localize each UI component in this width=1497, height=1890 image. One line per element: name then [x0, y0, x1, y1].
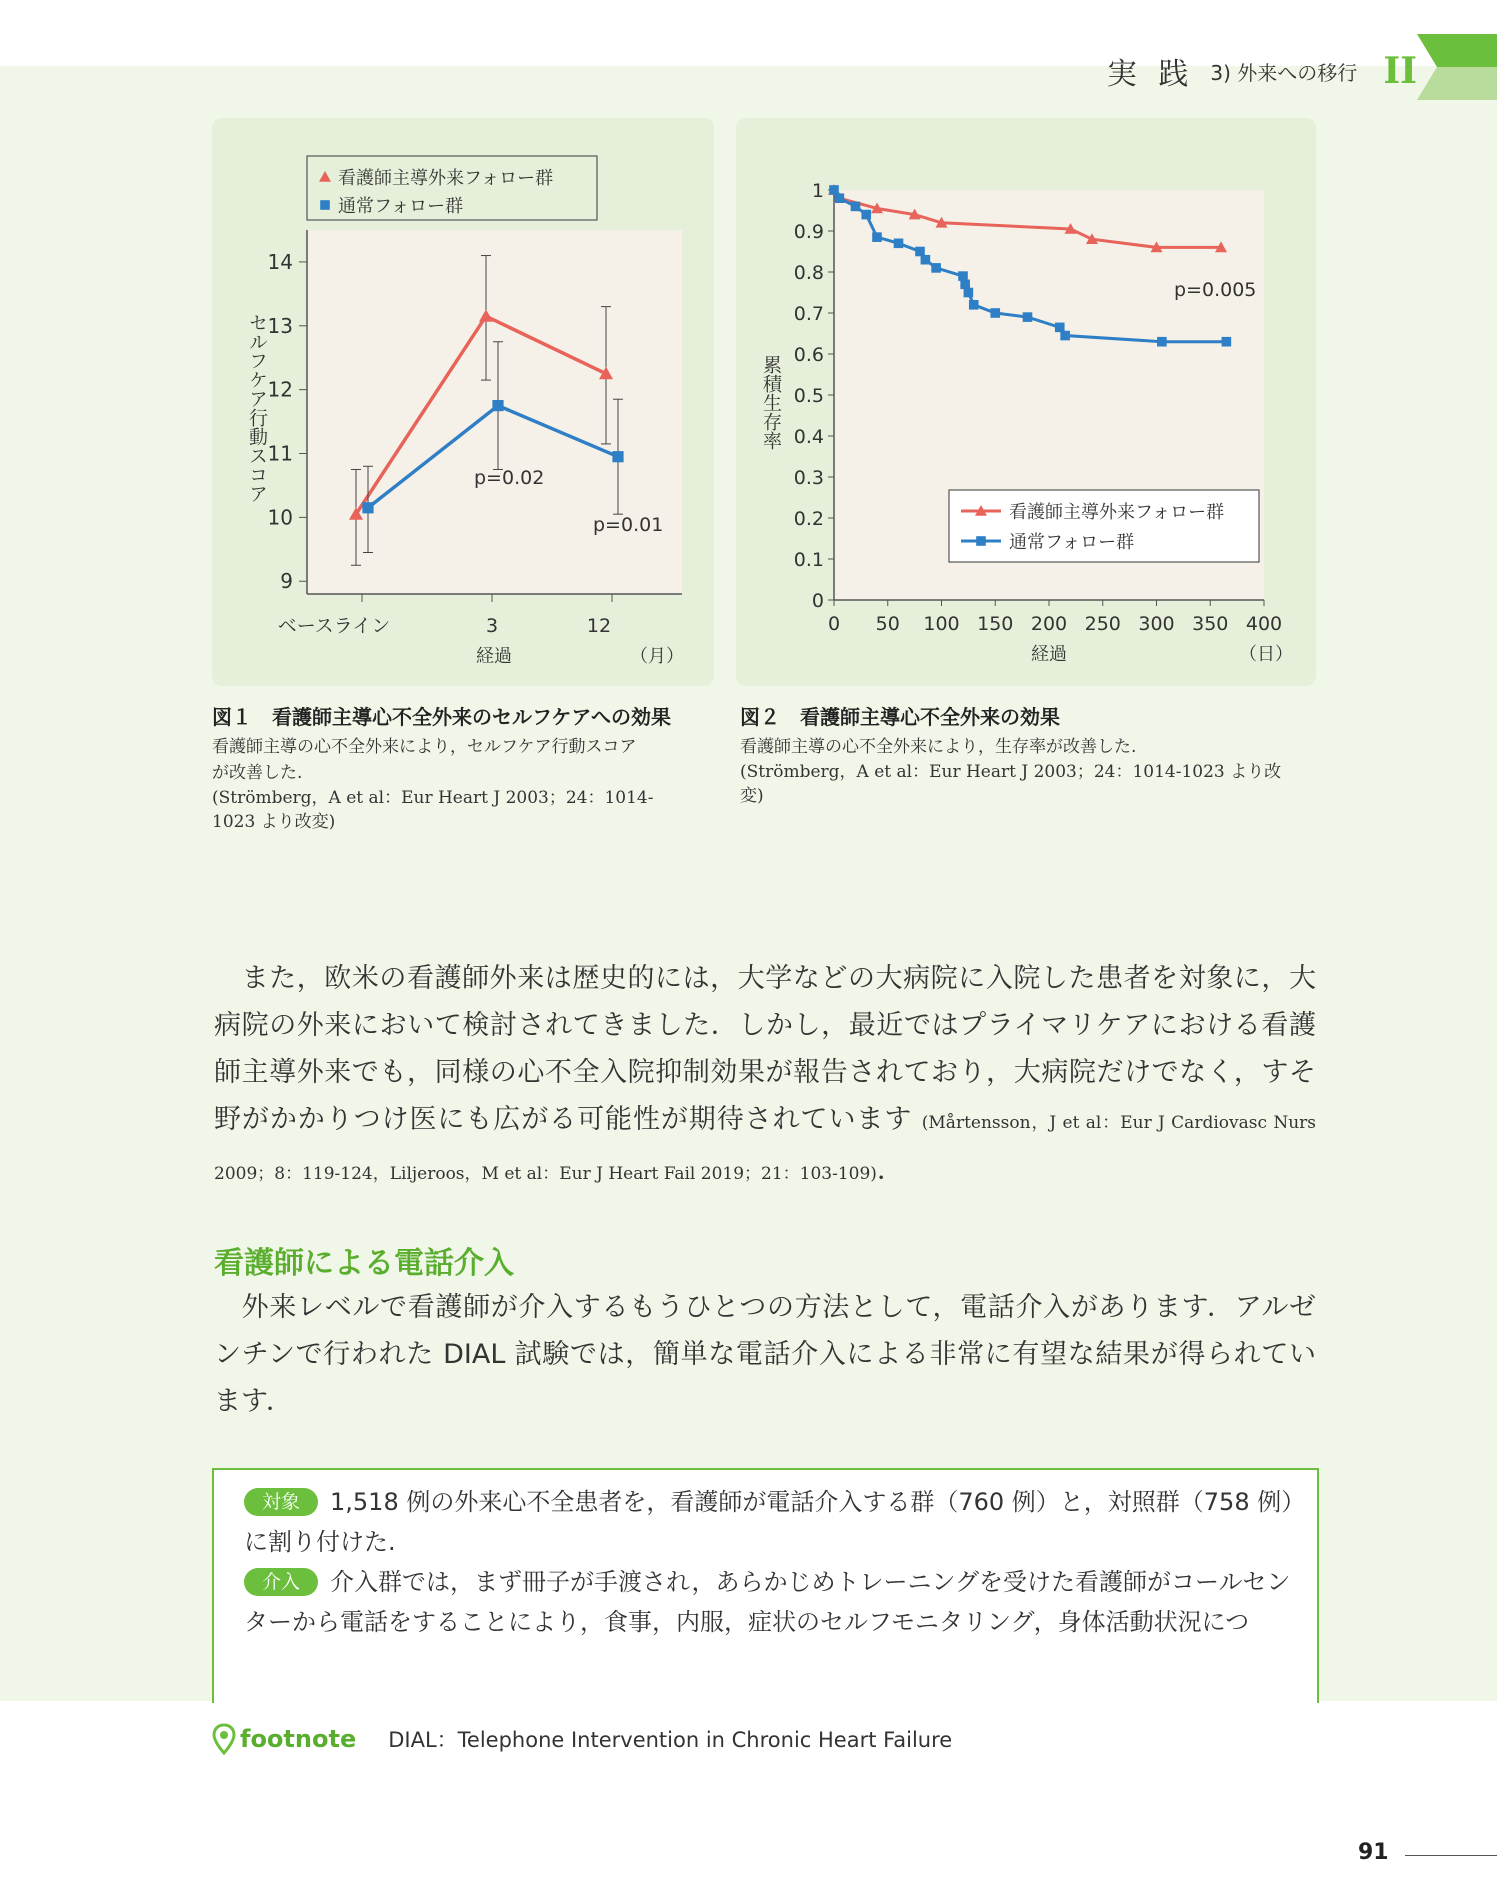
data-point [921, 255, 931, 265]
figure1-caption-ref: (Strömberg，A et al：Eur Heart J 2003；24：1014- [212, 788, 654, 808]
x-axis-label: 経過 [1031, 644, 1067, 665]
legend-label: 看護師主導外来フォロー群 [338, 168, 554, 189]
data-point [612, 451, 623, 462]
data-point [829, 185, 839, 195]
data-point [931, 263, 941, 273]
data-point [958, 271, 968, 281]
y-tick-label: 0.6 [793, 344, 824, 366]
y-tick-label: 13 [267, 313, 293, 338]
annotation-p: p=0.02 [474, 467, 545, 489]
y-tick-label: 12 [267, 377, 293, 402]
paragraph-2 [214, 1284, 1316, 1425]
x-axis-unit: （月） [630, 646, 684, 667]
subjects-text: 1,518 例の外来心不全患者を，看護師が電話介入する群（760 例）と，対照群（758 例）に割り付けた. [244, 1488, 1294, 1556]
y-tick-label: 0.2 [793, 508, 824, 530]
data-point [894, 239, 904, 249]
y-tick-label: 0.1 [793, 549, 824, 571]
data-point [960, 280, 970, 290]
data-point [861, 210, 871, 220]
page-number-rule [1405, 1855, 1497, 1856]
data-point [1222, 337, 1232, 347]
figure2-caption-ref: 変) [740, 786, 764, 806]
data-point [964, 288, 974, 298]
y-tick-label: 0 [811, 590, 824, 612]
x-tick-label: 50 [875, 613, 900, 635]
footnote [212, 1723, 952, 1755]
y-axis-label: 累積生存率 [760, 355, 782, 450]
section-heading: 看護師による電話介入 [214, 1246, 514, 1281]
figure2-caption-line: 看護師主導の心不全外来により，生存率が改善した. [740, 737, 1137, 757]
location-pin-icon [212, 1723, 236, 1755]
trial-summary-box [212, 1468, 1319, 1703]
x-tick-label: 300 [1138, 613, 1175, 635]
footnote-label: footnote [240, 1725, 357, 1753]
data-point [969, 300, 979, 310]
x-tick-label: 100 [923, 613, 960, 635]
paragraph-1-text: また，欧米の看護師外来は歴史的には，大学などの大病院に入院した患者を対象に，大病院の外来において検討されてきました．しかし，最近ではプライマリケアにおける看護師主導外来でも，同様の心不全入院抑制効果が報告されており，大病院だけでなく，すそ野がかかりつけ医にも広がる可能性が期待されています [214, 963, 1316, 1135]
data-point [872, 232, 882, 242]
data-point [990, 308, 1000, 318]
y-tick-label: 11 [267, 441, 293, 466]
header-chapter-roman: II [1383, 50, 1417, 92]
data-point [492, 400, 503, 411]
figure1-caption [212, 701, 717, 834]
x-axis-label: 経過 [476, 646, 512, 667]
data-point [1055, 323, 1065, 333]
figure1-caption-line: が改善した. [212, 763, 303, 783]
y-tick-label: 0.9 [793, 221, 824, 243]
y-tick-label: 10 [267, 505, 293, 530]
box-item-intervention [244, 1562, 1302, 1642]
legend-marker [976, 536, 986, 546]
footnote-text: DIAL：Telephone Intervention in Chronic Heart Failure [388, 1728, 953, 1752]
figure2-chart [736, 118, 1316, 686]
running-header [1107, 46, 1417, 96]
box-item-subjects [244, 1482, 1302, 1562]
plot-area [307, 230, 682, 594]
x-tick-label: 350 [1192, 613, 1229, 635]
x-tick-label: 400 [1245, 613, 1283, 635]
y-tick-label: 0.4 [793, 426, 824, 448]
x-tick-label: 3 [485, 615, 499, 637]
y-tick-label: 9 [280, 569, 293, 594]
data-point [1157, 337, 1167, 347]
paragraph-1 [214, 955, 1316, 1198]
x-tick-label: ベースライン [277, 615, 391, 637]
figure2-caption-title: 図２ 看護師主導心不全外来の効果 [740, 705, 1060, 729]
header-subsection: 3) 外来への移行 [1210, 60, 1358, 85]
intervention-tag: 介入 [244, 1568, 318, 1596]
y-tick-label: 0.8 [793, 262, 824, 284]
y-tick-label: 0.5 [793, 385, 824, 407]
legend-label: 通常フォロー群 [338, 196, 464, 217]
figure1-caption-line: 看護師主導の心不全外来により，セルフケア行動スコア [212, 737, 637, 757]
data-point [835, 193, 845, 203]
paragraph-1-end: ． [876, 1155, 904, 1186]
x-tick-label: 200 [1030, 613, 1068, 635]
figure1-chart [212, 118, 714, 686]
x-tick-label: 150 [977, 613, 1014, 635]
paragraph-2-text: 外来レベルで看護師が介入するもうひとつの方法として，電話介入があります．アルゼンチンで行われた DIAL 試験では，簡単な電話介入による非常に有望な結果が得られています． [214, 1292, 1316, 1417]
figure2-panel [736, 118, 1316, 686]
subjects-tag: 対象 [244, 1488, 318, 1516]
figure2-caption [740, 701, 1318, 808]
figure1-caption-title: 図１ 看護師主導心不全外来のセルフケアへの効果 [212, 705, 671, 729]
intervention-text: 介入群では，まず冊子が手渡され，あらかじめトレーニングを受けた看護師がコールセンターから電話をすることにより，食事，内服，症状のセルフモニタリング，身体活動状況につ [244, 1568, 1291, 1636]
legend-label: 看護師主導外来フォロー群 [1009, 502, 1225, 523]
data-point [362, 502, 373, 513]
data-point [1023, 312, 1033, 322]
data-point [851, 202, 861, 212]
figure1-caption-ref: 1023 より改変) [212, 812, 336, 832]
x-tick-label: 12 [586, 615, 612, 637]
x-axis-unit: （日） [1239, 644, 1293, 665]
page-number: 91 [1358, 1840, 1389, 1865]
data-point [915, 247, 925, 257]
annotation-p: p=0.005 [1174, 279, 1257, 301]
data-point [1060, 331, 1070, 341]
y-tick-label: 0.3 [793, 467, 824, 489]
annotation-p: p=0.01 [593, 514, 664, 536]
y-tick-label: 1 [811, 180, 824, 202]
legend-label: 通常フォロー群 [1009, 532, 1135, 553]
chapter-tab-icon [1417, 34, 1497, 100]
y-axis-label: セルフケア行動スコア [246, 313, 268, 503]
figure2-caption-ref: (Strömberg，A et al：Eur Heart J 2003；24：1014-1023 より改 [740, 762, 1282, 782]
legend-marker [320, 200, 330, 210]
paragraph-1-reference: (Mårtensson，J et al：Eur J Cardiovasc Nurs 2009；8：119-124，Liljeroos，M et al：Eur J Heart Fail 2019；21：103-109) [214, 1113, 1316, 1184]
y-tick-label: 0.7 [793, 303, 824, 325]
figure1-panel [212, 118, 714, 686]
x-tick-label: 250 [1084, 613, 1121, 635]
header-section: 実 践 [1106, 57, 1195, 92]
x-tick-label: 0 [827, 613, 841, 635]
y-tick-label: 14 [267, 249, 293, 274]
